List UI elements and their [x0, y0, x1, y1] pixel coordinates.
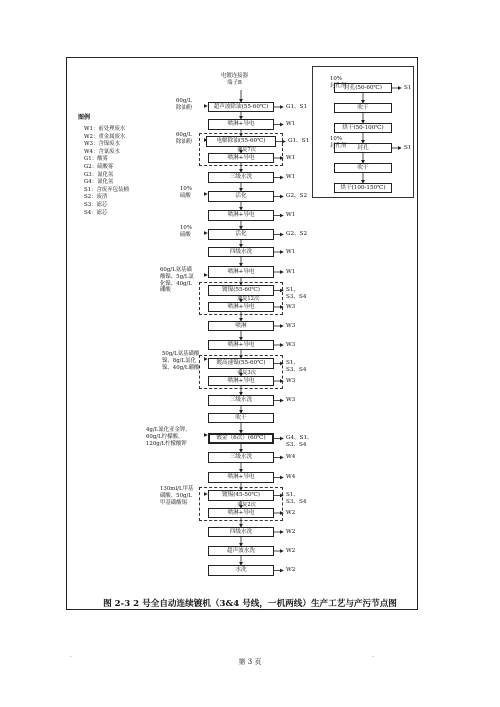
legend-item: W3：含镍废水 [84, 141, 120, 148]
emission-label: W3 [286, 377, 296, 384]
process-step: 喷淋+导电 [208, 153, 274, 163]
legend-item: G3：氰化氢 [84, 171, 114, 178]
process-step: 镀镍(55-60℃) [208, 285, 274, 296]
chemical-input: 60g/L 除油粉 [176, 98, 193, 111]
emission-label: W4 [286, 454, 296, 460]
side-step: 吹干 [334, 163, 392, 173]
side-step: 吹干 [334, 103, 392, 113]
page-dot: · [70, 654, 72, 661]
process-step: 三级水洗 [208, 172, 274, 183]
sealant-input: 10% 封孔剂 [330, 136, 347, 149]
emission-label: G1、S1 [288, 138, 310, 144]
emission-label: W1 [286, 121, 296, 127]
legend-item: S1：含废弃包装桶 [84, 186, 129, 193]
emission-label: W1 [286, 154, 296, 161]
emission-label: G2、S2 [286, 231, 308, 237]
page-dot: · [372, 654, 374, 661]
process-step: 喷淋+导电 [208, 119, 274, 130]
process-step: 镀锡(45-50℃) [208, 490, 274, 501]
chemical-input: 4g/L氰化亚金钾、 60g/L柠檬酸、 120g/L柠檬酸钾 [146, 427, 191, 447]
chemical-input: 130ml/L甲基 磺酸、50g/L 甲基磺酸锡 [160, 486, 194, 506]
emission-label: W4 [286, 474, 296, 480]
process-step: 超声波除油(55-60℃) [208, 102, 274, 112]
process-step: 四级水洗 [208, 527, 274, 537]
process-step: 活化 [208, 191, 274, 202]
sealant-input: 10% 封孔剂 [330, 76, 347, 89]
emission-label: W2 [286, 547, 296, 554]
process-step: 超声波水洗 [208, 546, 274, 556]
process-step: 喷淋+导电 [208, 508, 274, 518]
repeat-label: 重复7次 [237, 147, 256, 153]
repeat-label: 重复2次 [237, 502, 256, 508]
chemical-input: 10% 硫酸 [180, 225, 192, 238]
emission-label: G1、S1 [286, 103, 308, 110]
process-step: 喷淋+导电 [208, 376, 274, 386]
emission-label: S1、 S3、S4 [286, 287, 307, 300]
process-step: 喷淋+导电 [208, 302, 274, 312]
chemical-input: 10% 硫酸 [180, 186, 192, 199]
emission-label: G2、S2 [286, 193, 308, 199]
side-step: 封孔(50-60℃) [334, 83, 392, 93]
process-step: 三级水洗 [208, 395, 274, 406]
emission-label: S1 [404, 84, 412, 91]
legend-title: 图例 [78, 114, 91, 121]
figure-caption: 图 2-3 2 号全自动连续镀机（3&4 号线，一机两线）生产工艺与产污节点图 [103, 599, 397, 609]
chemical-input: 50g/L氨基磺酸 镍、8g/L氯化 镍、40g/L硼酸 [162, 351, 200, 371]
process-step: 喷淋+导电 [208, 266, 274, 278]
emission-label: S1、 S3、S4 [286, 492, 307, 505]
legend-item: W1：前处理废水 [84, 126, 126, 132]
emission-label: W2 [286, 528, 296, 535]
process-step: 三级水洗 [208, 452, 274, 463]
legend-item: S4：滤芯 [84, 209, 108, 216]
process-step: 镀金（6次）(60℃) [208, 433, 274, 444]
emission-label: W1 [286, 174, 296, 180]
process-step: 喷淋+导电 [208, 340, 274, 350]
legend-item: S2：废渣 [84, 194, 108, 201]
repeat-label: 重复12次 [237, 296, 260, 302]
process-step: 吹干 [208, 413, 274, 423]
legend-item: S3：滤芯 [84, 202, 108, 208]
process-step: 镀高速镍(55-60℃) [208, 358, 274, 369]
process-step: 喷淋 [208, 321, 274, 331]
emission-label: W2 [286, 567, 296, 573]
chemical-input: 60g/L 除油粉 [176, 132, 193, 145]
process-step: 喷淋+导电 [208, 210, 274, 221]
emission-label: W3 [286, 303, 296, 310]
emission-label: S1、 S3、S4 [286, 360, 307, 373]
emission-label: W3 [286, 322, 296, 329]
process-step: 电解除油(55-60℃) [206, 136, 276, 147]
start-label: 电镀连接器 端子B [221, 73, 248, 86]
side-step: 烘干(100-150℃) [334, 183, 392, 193]
side-step: 封孔 [334, 143, 392, 153]
legend-item: G4：氰化氢 [84, 179, 114, 186]
emission-label: S1 [404, 144, 412, 151]
process-step: 活化 [208, 229, 274, 240]
process-step: 喷淋+导电 [208, 472, 274, 483]
side-step: 烘干(50-100℃) [334, 123, 392, 133]
emission-label: W3 [286, 341, 296, 348]
emission-label: G4、S1、 S3、S4 [286, 435, 313, 448]
process-step: 四级水洗 [208, 247, 274, 257]
emission-label: W1 [286, 248, 296, 255]
chemical-input: 60g/L氨基磺 酸镍、5g/L氯 化镍、40g/L 硼酸 [160, 267, 194, 294]
emission-label: W3 [286, 397, 296, 403]
legend-item: W2：重金属废水 [84, 133, 126, 140]
legend-item: G2：硫酸雾 [84, 164, 114, 170]
emission-label: W1 [286, 268, 296, 275]
legend-item: W4：含氰废水 [84, 148, 120, 155]
process-step: 水洗 [208, 565, 274, 576]
emission-label: W1 [286, 212, 296, 218]
emission-label: W2 [286, 509, 296, 516]
repeat-label: 重复3次 [237, 370, 256, 376]
page-number: 第 3 页 [238, 658, 262, 666]
legend-item: G1：酸雾 [84, 156, 108, 163]
